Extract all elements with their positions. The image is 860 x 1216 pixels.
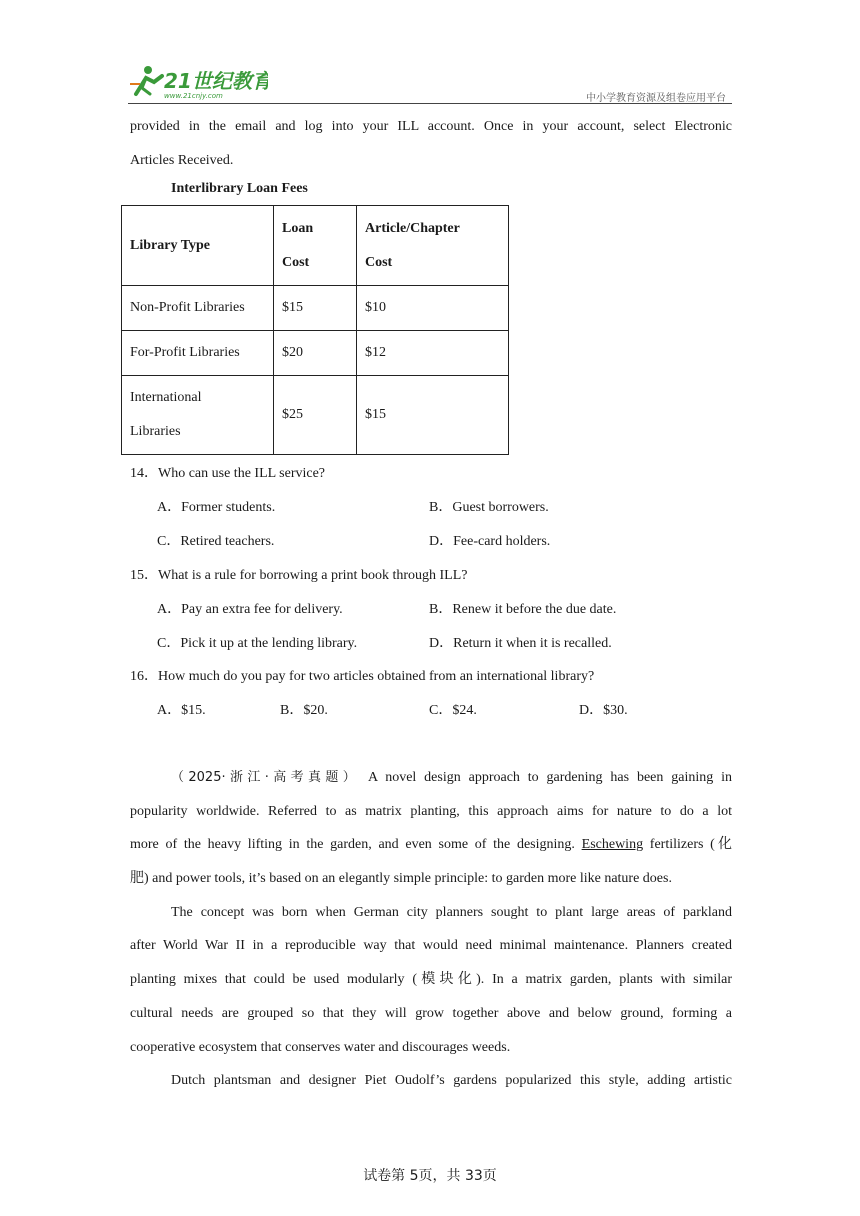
passage-text: A novel design approach to gardening has been gaining in bbox=[367, 770, 732, 785]
fees-table bbox=[121, 205, 509, 455]
cell-article-cost: $15 bbox=[357, 376, 509, 455]
passage-source: （2025·浙江·高考真题） bbox=[171, 770, 361, 785]
site-logo bbox=[128, 64, 268, 102]
passage-line bbox=[130, 761, 732, 795]
passage-line: Dutch plantsman and designer Piet Oudolf’s gardens popularized this style, adding artistic bbox=[171, 1073, 732, 1089]
cell-library-type: For-Profit Libraries bbox=[122, 331, 274, 376]
passage-line: cultural needs are grouped so that they will grow together above and below ground, forming a bbox=[130, 1005, 732, 1021]
passage-line: planting mixes that could be used modularly (模块化). In a matrix garden, plants with similar bbox=[130, 972, 732, 988]
cell-library-type bbox=[122, 376, 274, 455]
passage-text: more of the heavy lifting in the garden, and even some of the designing. bbox=[130, 837, 575, 853]
cell-article-cost: $10 bbox=[357, 286, 509, 331]
option-c[interactable]: C．$24. bbox=[429, 703, 477, 718]
option-d[interactable]: D．$30. bbox=[579, 703, 628, 718]
cell-loan-cost: $20 bbox=[274, 331, 357, 376]
passage-line: after World War II in a reproducible way that would need minimal maintenance. Planners created bbox=[130, 938, 732, 954]
option-a[interactable]: A．$15. bbox=[157, 703, 206, 718]
logo-url-text: www.21cnjy.com bbox=[164, 92, 223, 100]
option-a[interactable]: A．Pay an extra fee for delivery. bbox=[157, 602, 343, 617]
header-library-type: Library Type bbox=[122, 206, 274, 286]
cell-library-type-line-2: Libraries bbox=[130, 424, 181, 439]
passage-line: popularity worldwide. Referred to as matrix planting, this approach aims for nature to do a lot bbox=[130, 803, 732, 819]
question-14 bbox=[130, 464, 325, 484]
intro-line-2: Articles Received. bbox=[130, 153, 234, 168]
underlined-word: Eschewing bbox=[581, 837, 644, 853]
table-row bbox=[122, 286, 509, 331]
question-number: 15． bbox=[130, 568, 158, 583]
table-row bbox=[122, 331, 509, 376]
cell-loan-cost: $15 bbox=[274, 286, 357, 331]
option-b[interactable]: B．$20. bbox=[280, 703, 328, 718]
question-15 bbox=[130, 566, 467, 586]
cell-library-type-line-1: International bbox=[130, 390, 202, 405]
header-divider bbox=[128, 103, 732, 104]
question-number: 14． bbox=[130, 466, 158, 481]
option-a[interactable]: A．Former students. bbox=[157, 500, 276, 515]
header-article-cost bbox=[357, 206, 509, 286]
cell-loan-cost: $25 bbox=[274, 376, 357, 455]
intro-text bbox=[130, 110, 732, 178]
question-text: Who can use the ILL service? bbox=[158, 466, 326, 481]
option-d[interactable]: D．Return it when it is recalled. bbox=[429, 636, 612, 651]
header-platform-text: 中小学教育资源及组卷应用平台 bbox=[586, 93, 726, 104]
option-b[interactable]: B．Renew it before the due date. bbox=[429, 602, 617, 617]
cell-library-type: Non-Profit Libraries bbox=[122, 286, 274, 331]
passage-line: cooperative ecosystem that conserves water and discourages weeds. bbox=[130, 1039, 511, 1055]
table-row bbox=[122, 376, 509, 455]
passage-line: The concept was born when German city planners sought to plant large areas of parkland bbox=[171, 904, 732, 920]
logo-graphic bbox=[128, 64, 268, 102]
header-article-line-2: Cost bbox=[365, 254, 393, 270]
header-loan-line-1: Loan bbox=[282, 220, 314, 236]
intro-line-1: provided in the email and log into your ILL account. Once in your account, select Electronic bbox=[130, 119, 732, 134]
page-footer: 试卷第 5页，共 33页 bbox=[363, 1168, 497, 1184]
question-text: What is a rule for borrowing a print book through ILL? bbox=[158, 568, 468, 583]
passage-line bbox=[130, 828, 732, 862]
table-header-row bbox=[122, 206, 509, 286]
reading-passage bbox=[130, 761, 732, 1098]
option-c[interactable]: C．Retired teachers. bbox=[157, 534, 275, 549]
header-loan-cost bbox=[274, 206, 357, 286]
passage-text: fertilizers (化 bbox=[649, 837, 733, 853]
question-number: 16． bbox=[130, 669, 158, 684]
header-article-line-1: Article/Chapter bbox=[365, 220, 460, 236]
passage-line: 肥) and power tools, it’s based on an elegantly simple principle: to garden more like nature does. bbox=[130, 871, 672, 887]
cell-article-cost: $12 bbox=[357, 331, 509, 376]
option-b[interactable]: B．Guest borrowers. bbox=[429, 500, 549, 515]
option-c[interactable]: C．Pick it up at the lending library. bbox=[157, 636, 358, 651]
logo-text: 21世纪教育 bbox=[164, 69, 268, 93]
question-text: How much do you pay for two articles obtained from an international library? bbox=[158, 669, 595, 684]
question-16 bbox=[130, 667, 594, 687]
table-title: Interlibrary Loan Fees bbox=[171, 181, 308, 196]
option-d[interactable]: D．Fee-card holders. bbox=[429, 534, 551, 549]
header-loan-line-2: Cost bbox=[282, 254, 310, 270]
